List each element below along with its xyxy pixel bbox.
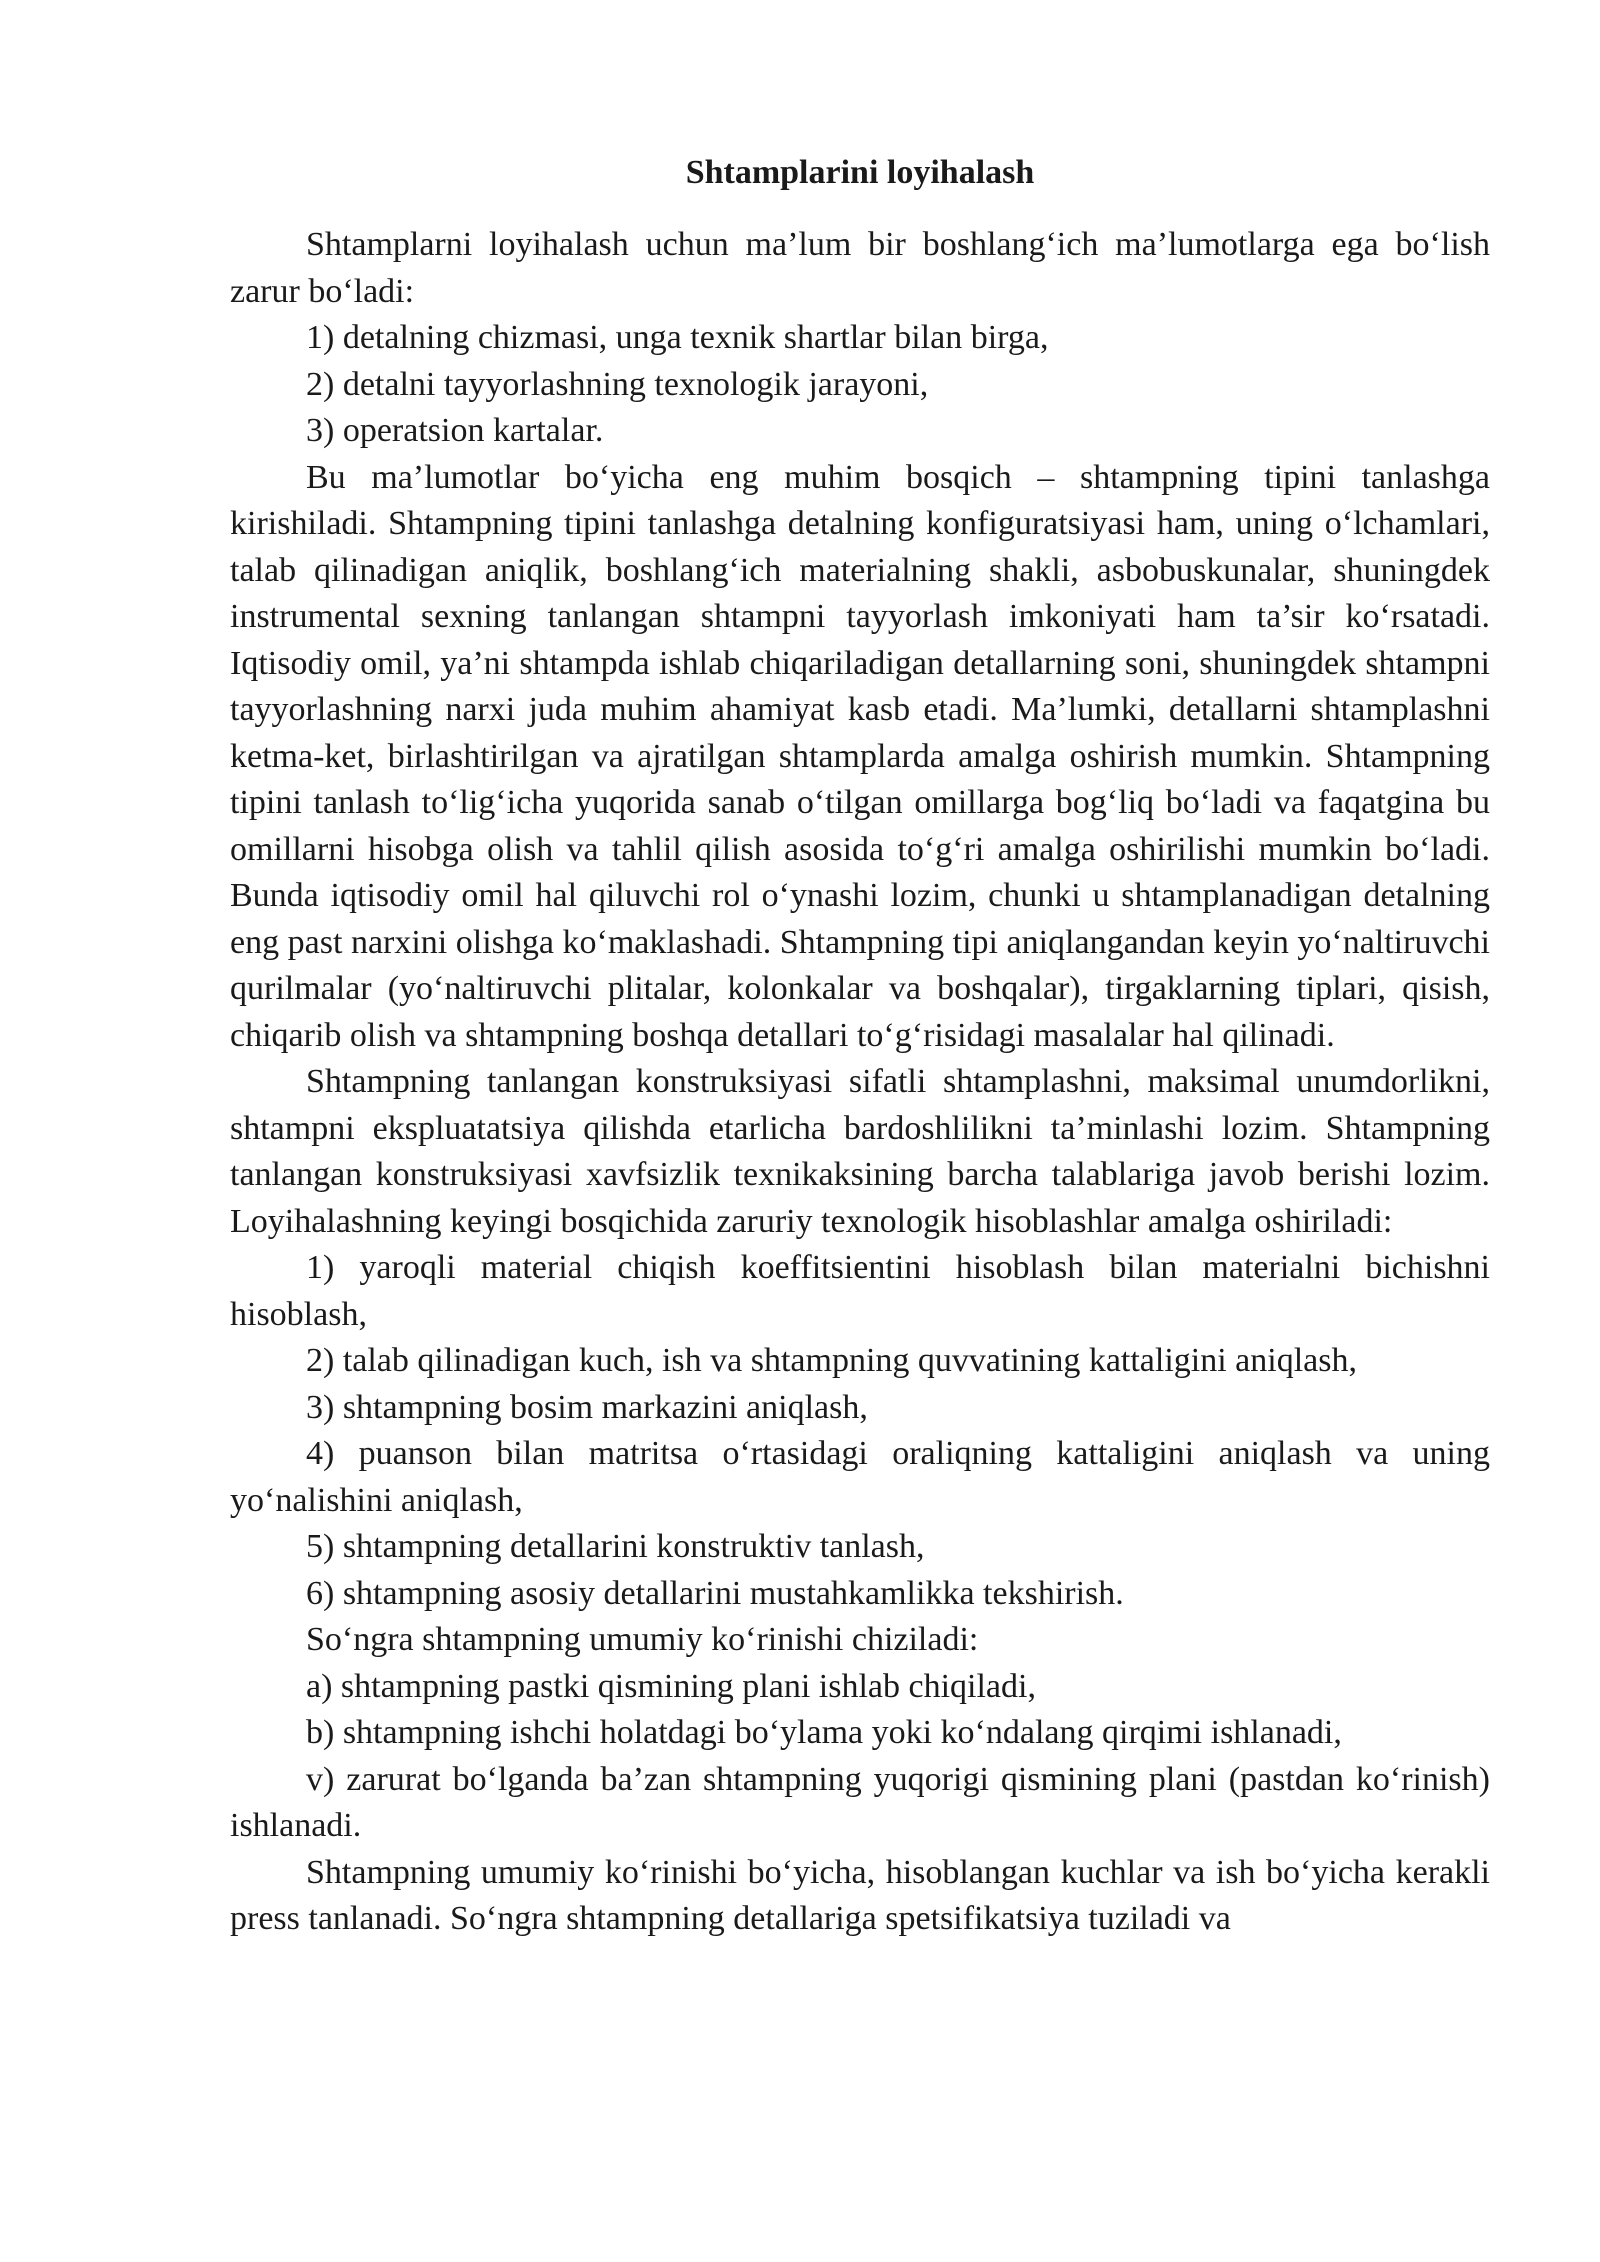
list-item: 4) puanson bilan matritsa o‘rtasidagi oraliqning kattaligini aniqlash va uning yo‘nalishini aniqlash,	[230, 1435, 1490, 1519]
list-item: 2) detalni tayyorlashning texnologik jarayoni,	[306, 365, 929, 403]
paragraph-intro: Shtamplarni loyihalash uchun ma’lum bir boshlang‘ich ma’lumotlarga ega bo‘lish zarur bo‘ladi:	[230, 226, 1490, 310]
list-item: v) zarurat bo‘lganda ba’zan shtampning yuqorigi qismining plani (pastdan ko‘rinish) ishlanadi.	[230, 1760, 1490, 1844]
list-item: a) shtampning pastki qismining plani ishlab chiqiladi,	[306, 1667, 1036, 1705]
paragraph-body: So‘ngra shtampning umumiy ko‘rinishi chiziladi:	[306, 1621, 979, 1658]
list-item: 1) detalning chizmasi, unga texnik shartlar bilan birga,	[306, 319, 1049, 356]
list-item: 1) yaroqli material chiqish koeffitsientini hisoblash bilan materialni bichishni hisoblash,	[230, 1249, 1490, 1333]
list-item: 3) shtampning bosim markazini aniqlash,	[306, 1388, 868, 1426]
paragraph-body: Shtampning umumiy ko‘rinishi bo‘yicha, hisoblangan kuchlar va ish bo‘yicha kerakli press tanlanadi. So‘ngra shtampning detallariga spetsifikatsiya tuziladi va	[230, 1853, 1490, 1937]
list-item: 5) shtampning detallarini konstruktiv tanlash,	[306, 1528, 925, 1565]
list-item: 6) shtampning asosiy detallarini mustahkamlikka tekshirish.	[306, 1574, 1124, 1612]
list-item: 2) talab qilinadigan kuch, ish va shtampning quvvatining kattaligini aniqlash,	[306, 1342, 1357, 1379]
paragraph-body: Bu ma’lumotlar bo‘yicha eng muhim bosqich – shtampning tipini tanlashga kirishiladi. Shtampning tipini tanlashga detalning konfiguratsiyasi ham, uning o‘lchamlari, talab qilinadigan aniqlik, boshlang‘ich materialning shakli, asbobuskunalar, shuningdek instrumental sexning tanlangan shtampni tayyorlash imkoniyati ham ta’sir ko‘rsatadi. Iqtisodiy omil, ya’ni shtampda ishlab chiqariladigan detallarning soni, shuningdek shtampni tayyorlashning narxi juda muhim ahamiyat kasb etadi. Ma’lumki, detallarni shtamplashni ketma-ket, birlashtirilgan va ajratilgan shtamplarda amalga oshirish mumkin. Shtampning tipini tanlash to‘lig‘icha yuqorida sanab o‘tilgan omillarga bog‘liq bo‘ladi va faqatgina bu omillarni hisobga olish va tahlil qilish asosida to‘g‘ri amalga oshirilishi mumkin bo‘ladi. Bunda iqtisodiy omil hal qiluvchi rol o‘ynashi lozim, chunki u shtamplanadigan detalning eng past narxini olishga ko‘maklashadi. Shtampning tipi aniqlangandan keyin yo‘naltiruvchi qurilmalar (yo‘naltiruvchi plitalar, kolonkalar va boshqalar), tirgaklarning tiplari, qisish, chiqarib olish va shtampning boshqa detallari to‘g‘risidagi masalalar hal qilinadi.	[230, 458, 1490, 1054]
page-title: Shtamplarini loyihalash	[685, 154, 1035, 191]
list-item: 3) operatsion kartalar.	[306, 412, 604, 449]
paragraph-body: Shtampning tanlangan konstruksiyasi sifatli shtamplashni, maksimal unumdorlikni, shtampni ekspluatatsiya qilishda etarlicha bardoshlilikni ta’minlashi lozim. Shtampning tanlangan konstruksiyasi xavfsizlik texnikaksining barcha talablariga javob berishi lozim. Loyihalashning keyingi bosqichida zaruriy texnologik hisoblashlar amalga oshiriladi:	[230, 1063, 1490, 1240]
list-item: b) shtampning ishchi holatdagi bo‘ylama yoki ko‘ndalang qirqimi ishlanadi,	[306, 1714, 1342, 1751]
document-page	[230, 140, 1490, 1943]
